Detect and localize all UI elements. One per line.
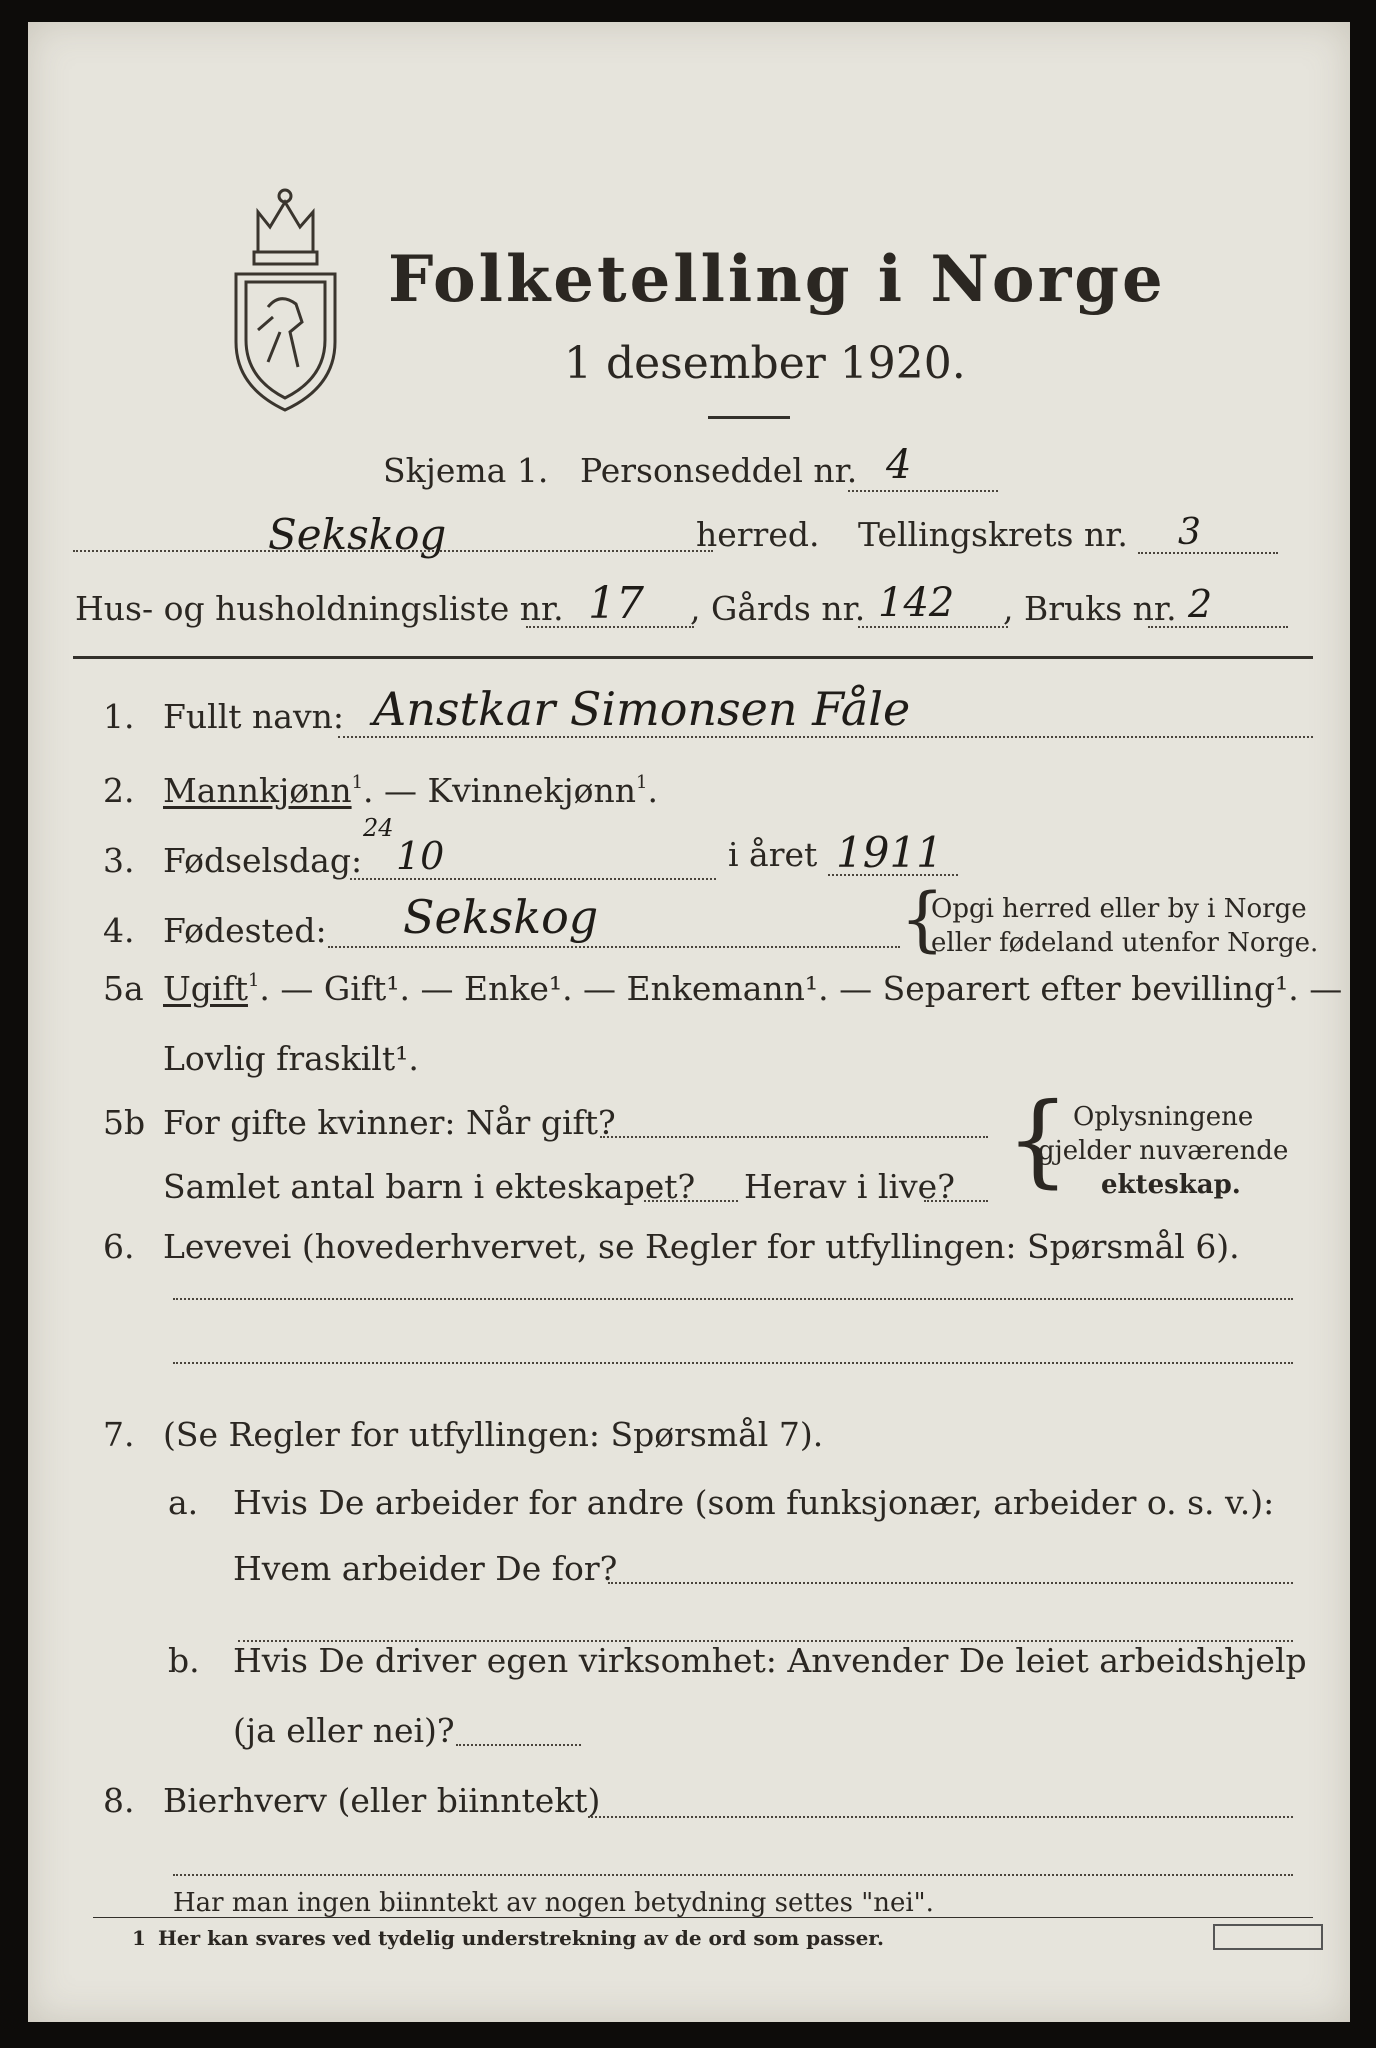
husliste-value: 17 <box>588 578 644 629</box>
gards-value: 142 <box>878 580 955 626</box>
q2-end: . <box>647 771 658 810</box>
q5b-number: 5b <box>103 1103 146 1142</box>
q5b-live-label: Herav i live? <box>744 1167 955 1206</box>
q8-number: 8. <box>103 1781 135 1820</box>
personseddel-line <box>848 490 998 492</box>
gards-label: , Gårds nr. <box>690 589 866 628</box>
q7-label: (Se Regler for utfyllingen: Spørsmål 7). <box>163 1415 824 1454</box>
q5a-sup: 1 <box>247 970 260 991</box>
q5b-note-line1: Oplysningene <box>1073 1102 1254 1132</box>
gards-line <box>858 626 1008 628</box>
q6-label: Levevei (hovederhvervet, se Regler for utfyllingen: Spørsmål 6). <box>163 1227 1240 1266</box>
q5b-live-line <box>924 1200 988 1202</box>
q8-line2 <box>173 1874 1293 1876</box>
q4-number: 4. <box>103 911 135 950</box>
q3-year: 1911 <box>836 828 943 877</box>
q7a-line <box>608 1582 1293 1584</box>
q3-number: 3. <box>103 841 135 880</box>
tellingskrets-value: 3 <box>1178 512 1201 553</box>
q4-value: Sekskog <box>403 890 599 944</box>
q5b-brace: { <box>1006 1081 1070 1198</box>
q5b-note-line2: gjelder nuværende <box>1038 1136 1289 1166</box>
q5a-ugift: Ugift <box>163 969 248 1008</box>
q1-label: Fullt navn: <box>163 697 344 736</box>
footnote-text: Her kan svares ved tydelig understrekning av de ord som passer. <box>158 1926 884 1950</box>
tellingskrets-line <box>1138 552 1278 554</box>
bruks-line <box>1148 626 1288 628</box>
q5a-number: 5a <box>103 969 144 1008</box>
note-text: Har man ingen biinntekt av nogen betydning settes "nei". <box>173 1888 934 1918</box>
q7-number: 7. <box>103 1415 135 1454</box>
q5b-barn-label: Samlet antal barn i ekteskapet? <box>163 1167 696 1206</box>
herred-label: herred. <box>696 515 820 554</box>
skjema-label: Skjema 1. <box>383 451 549 490</box>
personseddel-label: Personseddel nr. <box>580 451 858 490</box>
q4-note-line2: eller fødeland utenfor Norge. <box>931 928 1319 958</box>
q7a-number: a. <box>168 1483 199 1522</box>
q3-day: 24 <box>363 814 394 842</box>
header-rule <box>73 656 1313 659</box>
q8-label: Bierhverv (eller biinntekt) <box>163 1781 601 1820</box>
q5b-label: For gifte kvinner: Når gift? <box>163 1103 616 1142</box>
q5a-line2: Lovlig fraskilt¹. <box>163 1039 419 1078</box>
q3-month: 10 <box>396 834 445 878</box>
footnote-number: 1 <box>132 1926 146 1950</box>
q4-note-line1: Opgi herred eller by i Norge <box>931 894 1307 924</box>
q2-kvinne: Kvinnekjønn <box>427 771 637 810</box>
q3-label: Fødselsdag: <box>163 841 363 880</box>
q2-mann: Mannkjønn <box>163 771 352 810</box>
q2-sep: . — <box>363 771 428 810</box>
q5b-gift-line <box>600 1136 988 1138</box>
footnote-rule <box>93 1917 1313 1918</box>
printer-stamp-icon <box>1213 1924 1323 1950</box>
q7b-line2: (ja eller nei)? <box>233 1711 455 1750</box>
q1-number: 1. <box>103 697 135 736</box>
q7a-line2: Hvem arbeider De for? <box>233 1549 618 1588</box>
q7b-line <box>456 1744 581 1746</box>
q8-line1 <box>588 1816 1293 1818</box>
bruks-label: , Bruks nr. <box>1003 589 1177 628</box>
q5b-barn-line <box>644 1200 738 1202</box>
q4-line <box>328 946 900 948</box>
q6-number: 6. <box>103 1227 135 1266</box>
q1-line <box>338 736 1313 738</box>
census-form-sheet <box>28 22 1350 2022</box>
husliste-label: Hus- og husholdningsliste nr. <box>75 589 564 628</box>
q2-sup1: 1 <box>351 772 364 793</box>
q2-number: 2. <box>103 771 135 810</box>
q6-line1 <box>173 1298 1293 1300</box>
q4-label: Fødested: <box>163 911 327 950</box>
coat-of-arms-icon <box>228 182 343 412</box>
q2-sup2: 1 <box>636 772 648 793</box>
q7a-label: Hvis De arbeider for andre (som funksjonær, arbeider o. s. v.): <box>233 1483 1275 1522</box>
q5a-options <box>163 969 1343 1008</box>
q3-day-line <box>350 878 716 880</box>
herred-value: Sekskog <box>268 510 447 559</box>
q7b-label: Hvis De driver egen virksomhet: Anvender De leiet arbeidshjelp <box>233 1641 1307 1680</box>
bruks-value: 2 <box>1188 582 1213 626</box>
title-divider <box>708 416 790 419</box>
form-title: Folketelling i Norge <box>388 242 1166 317</box>
q3-year-label: i året <box>728 835 818 874</box>
q7b-number: b. <box>168 1641 200 1680</box>
q6-line2 <box>173 1362 1293 1364</box>
q5b-note-line3: ekteskap. <box>1101 1170 1241 1200</box>
tellingskrets-label: Tellingskrets nr. <box>858 515 1128 554</box>
q2-options <box>163 771 658 810</box>
q5a-rest: . — Gift¹. — Enke¹. — Enkemann¹. — Separert efter bevilling¹. — <box>259 969 1343 1008</box>
form-date: 1 desember 1920. <box>564 338 966 389</box>
q4-brace: { <box>900 878 945 960</box>
q1-value: Anstkar Simonsen Fåle <box>373 682 911 736</box>
personseddel-value: 4 <box>886 442 912 488</box>
